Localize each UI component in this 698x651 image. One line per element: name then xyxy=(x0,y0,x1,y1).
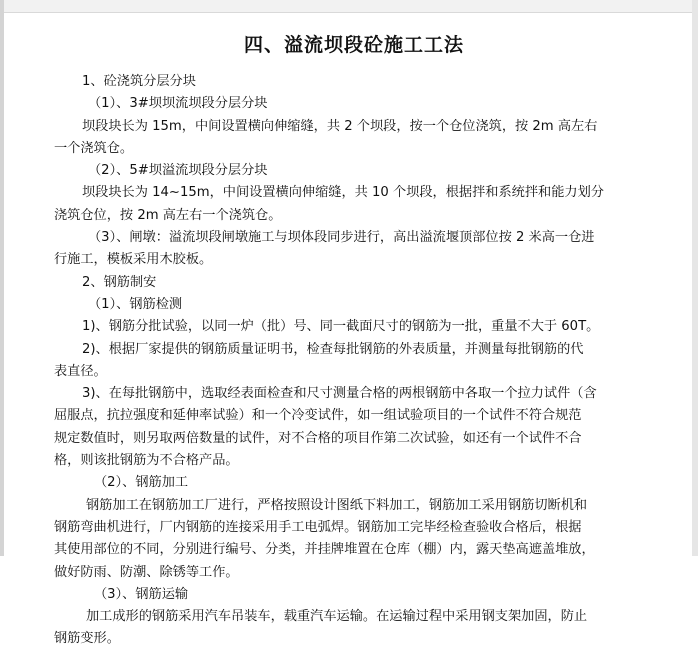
paragraph-line: 3)、在每批钢筋中，选取经表面检查和尺寸测量合格的两根钢筋中各取一个拉力试件（含 xyxy=(82,386,597,402)
subsection-heading: （3）、钢筋运输 xyxy=(94,586,189,602)
paragraph-line: 行施工，模板采用木胶板。 xyxy=(54,252,213,268)
paragraph-line: 2)、根据厂家提供的钢筋质量证明书，检查每批钢筋的外表质量，并测量每批钢筋的代 xyxy=(82,341,584,357)
paragraph-line: 表直径。 xyxy=(54,363,107,379)
paragraph-line: 钢筋弯曲机进行，厂内钢筋的连接采用手工电弧焊。钢筋加工完毕经检查验收合格后，根据 xyxy=(54,519,582,535)
paragraph-line: 一个浇筑仓。 xyxy=(54,140,134,156)
paragraph-line: 做好防雨、防潮、除锈等工作。 xyxy=(54,564,239,580)
scrollbar-track[interactable] xyxy=(692,0,698,556)
paragraph-line: 钢筋变形。 xyxy=(54,631,120,647)
paragraph-line: 规定数值时，则另取两倍数量的试件，对不合格的项目作第二次试验，如还有一个试件不合 xyxy=(54,430,582,446)
paragraph-line: 浇筑仓位，按 2m 高左右一个浇筑仓。 xyxy=(54,207,282,223)
paragraph-line: （3）、闸墩：溢流坝段闸墩施工与坝体段同步进行，高出溢流堰顶部位按 2 米高一仓进 xyxy=(88,230,595,246)
paragraph-line: 1)、钢筋分批试验，以同一炉（批）号、同一截面尺寸的钢筋为一批，重量不大于 60T。 xyxy=(82,319,600,335)
subsection-heading: （1）、钢筋检测 xyxy=(88,296,183,312)
document-title: 四、溢流坝段砼施工工法 xyxy=(243,34,464,56)
subsection-heading: （1）、3#坝坝流坝段分层分块 xyxy=(88,96,268,112)
subsection-heading: （2）、5#坝溢流坝段分层分块 xyxy=(88,163,268,179)
paragraph-line: 屈服点，抗拉强度和延伸率试验）和一个冷变试件，如一组试验项目的一个试件不符合规范 xyxy=(54,408,582,424)
paragraph-line: 格，则该批钢筋为不合格产品。 xyxy=(54,453,239,469)
paragraph-line: 钢筋加工在钢筋加工厂进行，严格按照设计图纸下料加工，钢筋加工采用钢筋切断机和 xyxy=(86,497,588,513)
subsection-heading: （2）、钢筋加工 xyxy=(94,475,189,491)
paragraph-line: 其使用部位的不同，分别进行编号、分类，并挂牌堆置在仓库（棚）内，露天垫高遮盖堆放， xyxy=(54,542,595,558)
window-left-edge xyxy=(0,0,4,556)
document-page xyxy=(54,20,654,647)
paragraph-line: 加工成形的钢筋采用汽车吊装车，载重汽车运输。在运输过程中采用钢支架加固，防止 xyxy=(86,609,588,625)
window-top-edge xyxy=(0,0,698,13)
section-heading: 1、砼浇筑分层分块 xyxy=(82,74,196,89)
section-heading: 2、钢筋制安 xyxy=(82,274,157,290)
paragraph-line: 坝段块长为 14~15m，中间设置横向伸缩缝，共 10 个坝段，根据拌和系统拌和能力划分 xyxy=(82,185,604,201)
paragraph-line: 坝段块长为 15m，中间设置横向伸缩缝，共 2 个坝段，按一个仓位浇筑，按 2m 高左右 xyxy=(82,118,598,134)
